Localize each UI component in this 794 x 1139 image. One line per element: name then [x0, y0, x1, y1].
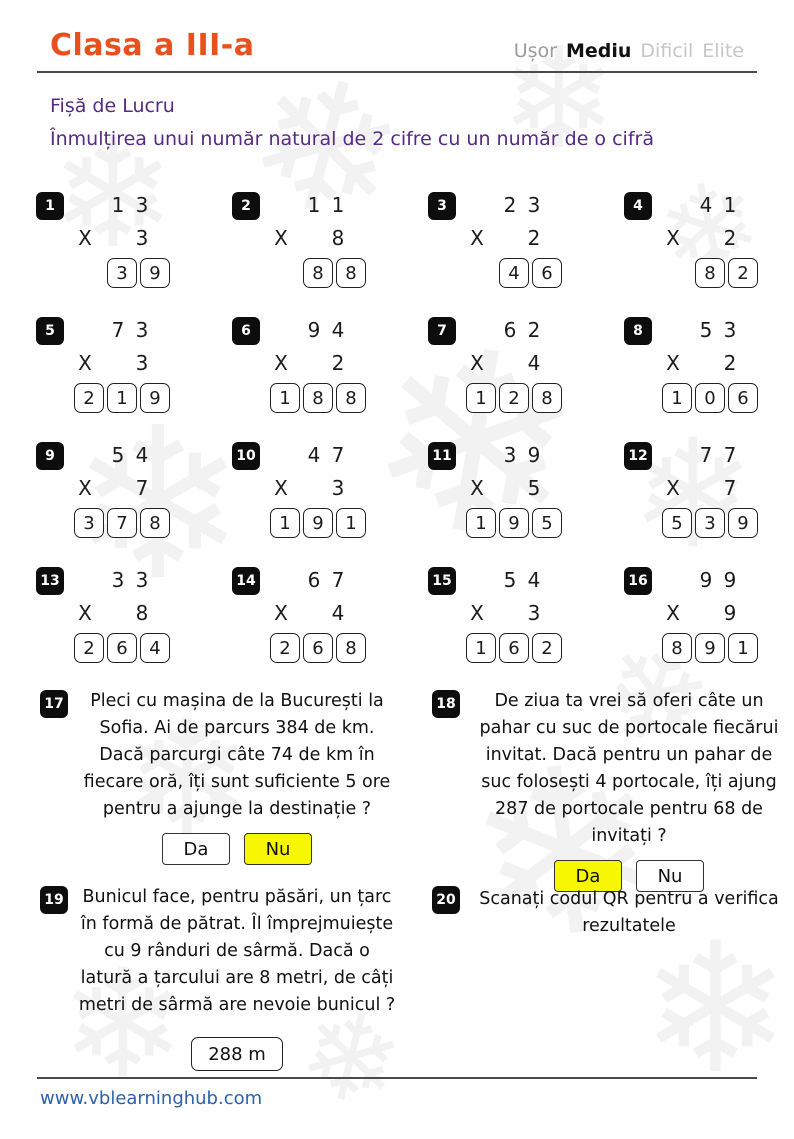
answer-box[interactable]: 8: [140, 508, 170, 538]
multiplicand-tens-digit: 1: [307, 193, 321, 217]
difficulty-option-mediu[interactable]: Mediu: [565, 40, 632, 62]
multiplier-digit: 3: [135, 351, 149, 375]
multiplicand-tens-digit: 4: [307, 443, 321, 467]
multiplication-sign: X: [666, 601, 680, 625]
problem-number-badge: 3: [428, 192, 456, 220]
multiplication-sign: X: [274, 476, 288, 500]
multiplicand-units-digit: 4: [331, 318, 345, 342]
answer-row: [659, 508, 758, 538]
problem-number-badge: 12: [624, 442, 652, 470]
multiplier-digit: 3: [527, 601, 541, 625]
multiplication-sign: X: [274, 351, 288, 375]
answer-box[interactable]: 5: [662, 508, 692, 538]
multiplier-digit: 4: [331, 601, 345, 625]
answer-box[interactable]: 2: [728, 258, 758, 288]
multiplier-digit: 2: [723, 226, 737, 250]
word-problem-card: [36, 688, 402, 865]
problem-number-badge: 19: [40, 886, 68, 914]
problem-card: [428, 315, 614, 433]
worksheet-label: Fișă de Lucru: [50, 95, 175, 117]
problem-card: [232, 315, 418, 433]
multiplicand-units-digit: 9: [527, 443, 541, 467]
multiplier-digit: 3: [135, 226, 149, 250]
multiplier-digit: 9: [723, 601, 737, 625]
answer-row: [659, 383, 758, 413]
problem-card: [36, 315, 222, 433]
no-button[interactable]: Nu: [636, 860, 704, 892]
answer-box[interactable]: 1: [466, 383, 496, 413]
answer-box[interactable]: 1: [466, 633, 496, 663]
problem-number-badge: 1: [36, 192, 64, 220]
multiplier-digit: 8: [135, 601, 149, 625]
answer-box[interactable]: 4: [499, 258, 529, 288]
difficulty-option-elite[interactable]: Elite: [702, 40, 744, 62]
word-problem-text: Pleci cu mașina de la București la Sofia. Ai de parcurs 384 de km. Dacă parcurgi câte 74 de km în fiecare oră, îți sunt suficiente 5 ore pentru a ajunge la destinație ?: [83, 691, 391, 819]
multiplier-digit: 3: [331, 476, 345, 500]
multiplication-sign: X: [274, 226, 288, 250]
answer-row: [71, 258, 170, 288]
problem-card: [232, 565, 418, 683]
multiplicand-tens-digit: 5: [699, 318, 713, 342]
multiplier-digit: 4: [527, 351, 541, 375]
answer-box[interactable]: 2: [74, 633, 104, 663]
multiplicand-tens-digit: 7: [699, 443, 713, 467]
multiplier-digit: 2: [723, 351, 737, 375]
answer-box[interactable]: 6: [532, 258, 562, 288]
problem-number-badge: 10: [232, 442, 260, 470]
multiplicand-units-digit: 4: [135, 443, 149, 467]
multiplicand-tens-digit: 3: [503, 443, 517, 467]
multiplicand-tens-digit: 5: [111, 443, 125, 467]
problem-number-badge: 2: [232, 192, 260, 220]
word-problem-card: [428, 884, 794, 940]
answer-box[interactable]: 1: [107, 383, 137, 413]
problem-card: [624, 565, 794, 683]
multiplicand-units-digit: 3: [135, 318, 149, 342]
multiplicand-units-digit: 7: [331, 568, 345, 592]
multiplicand-units-digit: 3: [135, 193, 149, 217]
answer-box[interactable]: 8: [662, 633, 692, 663]
answer-box[interactable]: 9: [140, 383, 170, 413]
answer-box[interactable]: 0: [695, 383, 725, 413]
problem-number-badge: 16: [624, 567, 652, 595]
problem-card: [36, 190, 222, 308]
problem-number-badge: 11: [428, 442, 456, 470]
answer-box[interactable]: 8: [336, 258, 366, 288]
multiplier-digit: 7: [723, 476, 737, 500]
multiplication-sign: X: [666, 476, 680, 500]
footer-link[interactable]: www.vblearninghub.com: [40, 1088, 263, 1109]
problem-number-badge: 5: [36, 317, 64, 345]
answer-row: [659, 258, 758, 288]
multiplicand-tens-digit: 9: [307, 318, 321, 342]
answer-row: [267, 383, 366, 413]
multiplicand-units-digit: 2: [527, 318, 541, 342]
word-problem-text: De ziua ta vrei să oferi câte un pahar cu suc de portocale fiecărui invitat. Dacă pentru un pahar de suc folosești 4 portocale, îți ajung 287 de portocale pentru 68 de invitați ?: [479, 691, 779, 846]
multiplicand-units-digit: 3: [527, 193, 541, 217]
answer-box[interactable]: 8: [303, 383, 333, 413]
problem-number-badge: 15: [428, 567, 456, 595]
multiplier-digit: 7: [135, 476, 149, 500]
answer-box[interactable]: 8: [336, 633, 366, 663]
answer-box[interactable]: 7: [107, 508, 137, 538]
answer-row: [71, 508, 170, 538]
problem-card: [232, 440, 418, 558]
word-problem-text: Scanați codul QR pentru a verifica rezultatele: [479, 889, 779, 936]
page-title: Clasa a III-a: [50, 28, 255, 63]
multiplicand-tens-digit: 5: [503, 568, 517, 592]
word-problem-card: [36, 884, 402, 1071]
multiplicand-tens-digit: 7: [111, 318, 125, 342]
answer-box[interactable]: 5: [532, 508, 562, 538]
multiplicand-units-digit: 9: [723, 568, 737, 592]
answer-box[interactable]: 9: [728, 508, 758, 538]
answer-box[interactable]: 3: [74, 508, 104, 538]
multiplicand-tens-digit: 6: [503, 318, 517, 342]
multiplicand-units-digit: 1: [723, 193, 737, 217]
answer-chip[interactable]: 288 m: [191, 1037, 283, 1071]
problem-number-badge: 17: [40, 690, 68, 718]
no-button[interactable]: Nu: [244, 833, 312, 865]
answer-box[interactable]: 1: [270, 383, 300, 413]
answer-box[interactable]: 6: [728, 383, 758, 413]
multiplicand-units-digit: 3: [723, 318, 737, 342]
yes-no-button-row: [78, 833, 396, 865]
problem-card: [36, 565, 222, 683]
answer-row: [71, 383, 170, 413]
multiplicand-tens-digit: 3: [111, 568, 125, 592]
multiplication-sign: X: [78, 351, 92, 375]
multiplication-sign: X: [470, 226, 484, 250]
yes-button[interactable]: Da: [554, 860, 622, 892]
problem-card: [624, 315, 794, 433]
answer-box[interactable]: 9: [695, 633, 725, 663]
multiplier-digit: 2: [331, 351, 345, 375]
multiplicand-units-digit: 7: [723, 443, 737, 467]
answer-box[interactable]: 8: [336, 383, 366, 413]
problem-card: [428, 565, 614, 683]
answer-box[interactable]: 4: [140, 633, 170, 663]
multiplier-digit: 2: [527, 226, 541, 250]
answer-box[interactable]: 1: [662, 383, 692, 413]
multiplicand-tens-digit: 4: [699, 193, 713, 217]
multiplication-sign: X: [470, 601, 484, 625]
answer-row: [463, 383, 562, 413]
problem-number-badge: 20: [432, 886, 460, 914]
answer-box[interactable]: 8: [695, 258, 725, 288]
answer-row: [267, 508, 366, 538]
difficulty-option-usor[interactable]: Ușor: [513, 40, 557, 62]
multiplicand-tens-digit: 6: [307, 568, 321, 592]
answer-box[interactable]: 1: [728, 633, 758, 663]
problem-number-badge: 4: [624, 192, 652, 220]
multiplication-sign: X: [470, 351, 484, 375]
multiplication-sign: X: [470, 476, 484, 500]
answer-box[interactable]: 1: [336, 508, 366, 538]
multiplicand-tens-digit: 9: [699, 568, 713, 592]
answer-row: [267, 258, 366, 288]
answer-box[interactable]: 9: [499, 508, 529, 538]
answer-box[interactable]: 9: [140, 258, 170, 288]
problem-card: [428, 440, 614, 558]
answer-row: [659, 633, 758, 663]
answer-box[interactable]: 8: [532, 383, 562, 413]
problem-number-badge: 13: [36, 567, 64, 595]
header-divider: [37, 71, 757, 73]
multiplicand-units-digit: 3: [135, 568, 149, 592]
answer-box[interactable]: 1: [270, 508, 300, 538]
multiplicand-units-digit: 4: [527, 568, 541, 592]
answer-row: [463, 258, 562, 288]
multiplicand-units-digit: 7: [331, 443, 345, 467]
answer-box[interactable]: 6: [499, 633, 529, 663]
answer-box[interactable]: 6: [107, 633, 137, 663]
word-problem-text: Bunicul face, pentru păsări, un țarc în formă de pătrat. Îl împrejmuiește cu 9 rânduri de sârmă. Dacă o latură a țarcului are 8 metri, de câți metri de sârmă are nevoie bunicul ?: [78, 887, 396, 1015]
problem-number-badge: 14: [232, 567, 260, 595]
problem-card: [624, 440, 794, 558]
problem-number-badge: 9: [36, 442, 64, 470]
multiplication-sign: X: [666, 226, 680, 250]
answer-box[interactable]: 9: [303, 508, 333, 538]
answer-box[interactable]: 1: [466, 508, 496, 538]
problem-card: [232, 190, 418, 308]
problem-card: [624, 190, 794, 308]
answer-box[interactable]: 2: [270, 633, 300, 663]
footer-divider: [37, 1077, 757, 1079]
answer-row: [267, 633, 366, 663]
problem-number-badge: 18: [432, 690, 460, 718]
multiplicand-tens-digit: 2: [503, 193, 517, 217]
problem-number-badge: 6: [232, 317, 260, 345]
multiplication-sign: X: [666, 351, 680, 375]
multiplication-sign: X: [78, 601, 92, 625]
problem-number-badge: 7: [428, 317, 456, 345]
answer-row: [71, 633, 170, 663]
difficulty-selector: [514, 40, 744, 62]
difficulty-option-dificil[interactable]: Dificil: [640, 40, 694, 62]
multiplier-digit: 5: [527, 476, 541, 500]
multiplier-digit: 8: [331, 226, 345, 250]
answer-row: [463, 633, 562, 663]
multiplicand-units-digit: 1: [331, 193, 345, 217]
answer-box[interactable]: 3: [695, 508, 725, 538]
answer-row: [463, 508, 562, 538]
worksheet-topic: Înmulțirea unui număr natural de 2 cifre cu un număr de o cifră: [50, 128, 654, 150]
answer-box[interactable]: 8: [303, 258, 333, 288]
multiplicand-tens-digit: 1: [111, 193, 125, 217]
word-problem-card: [428, 688, 794, 892]
answer-box[interactable]: 3: [107, 258, 137, 288]
answer-row: [78, 1037, 396, 1071]
multiplication-sign: X: [274, 601, 288, 625]
yes-button[interactable]: Da: [162, 833, 230, 865]
answer-box[interactable]: 6: [303, 633, 333, 663]
problem-card: [36, 440, 222, 558]
problem-card: [428, 190, 614, 308]
problem-number-badge: 8: [624, 317, 652, 345]
answer-box[interactable]: 2: [532, 633, 562, 663]
multiplication-sign: X: [78, 476, 92, 500]
answer-box[interactable]: 2: [74, 383, 104, 413]
problems-grid: [36, 190, 794, 683]
multiplication-sign: X: [78, 226, 92, 250]
answer-box[interactable]: 2: [499, 383, 529, 413]
